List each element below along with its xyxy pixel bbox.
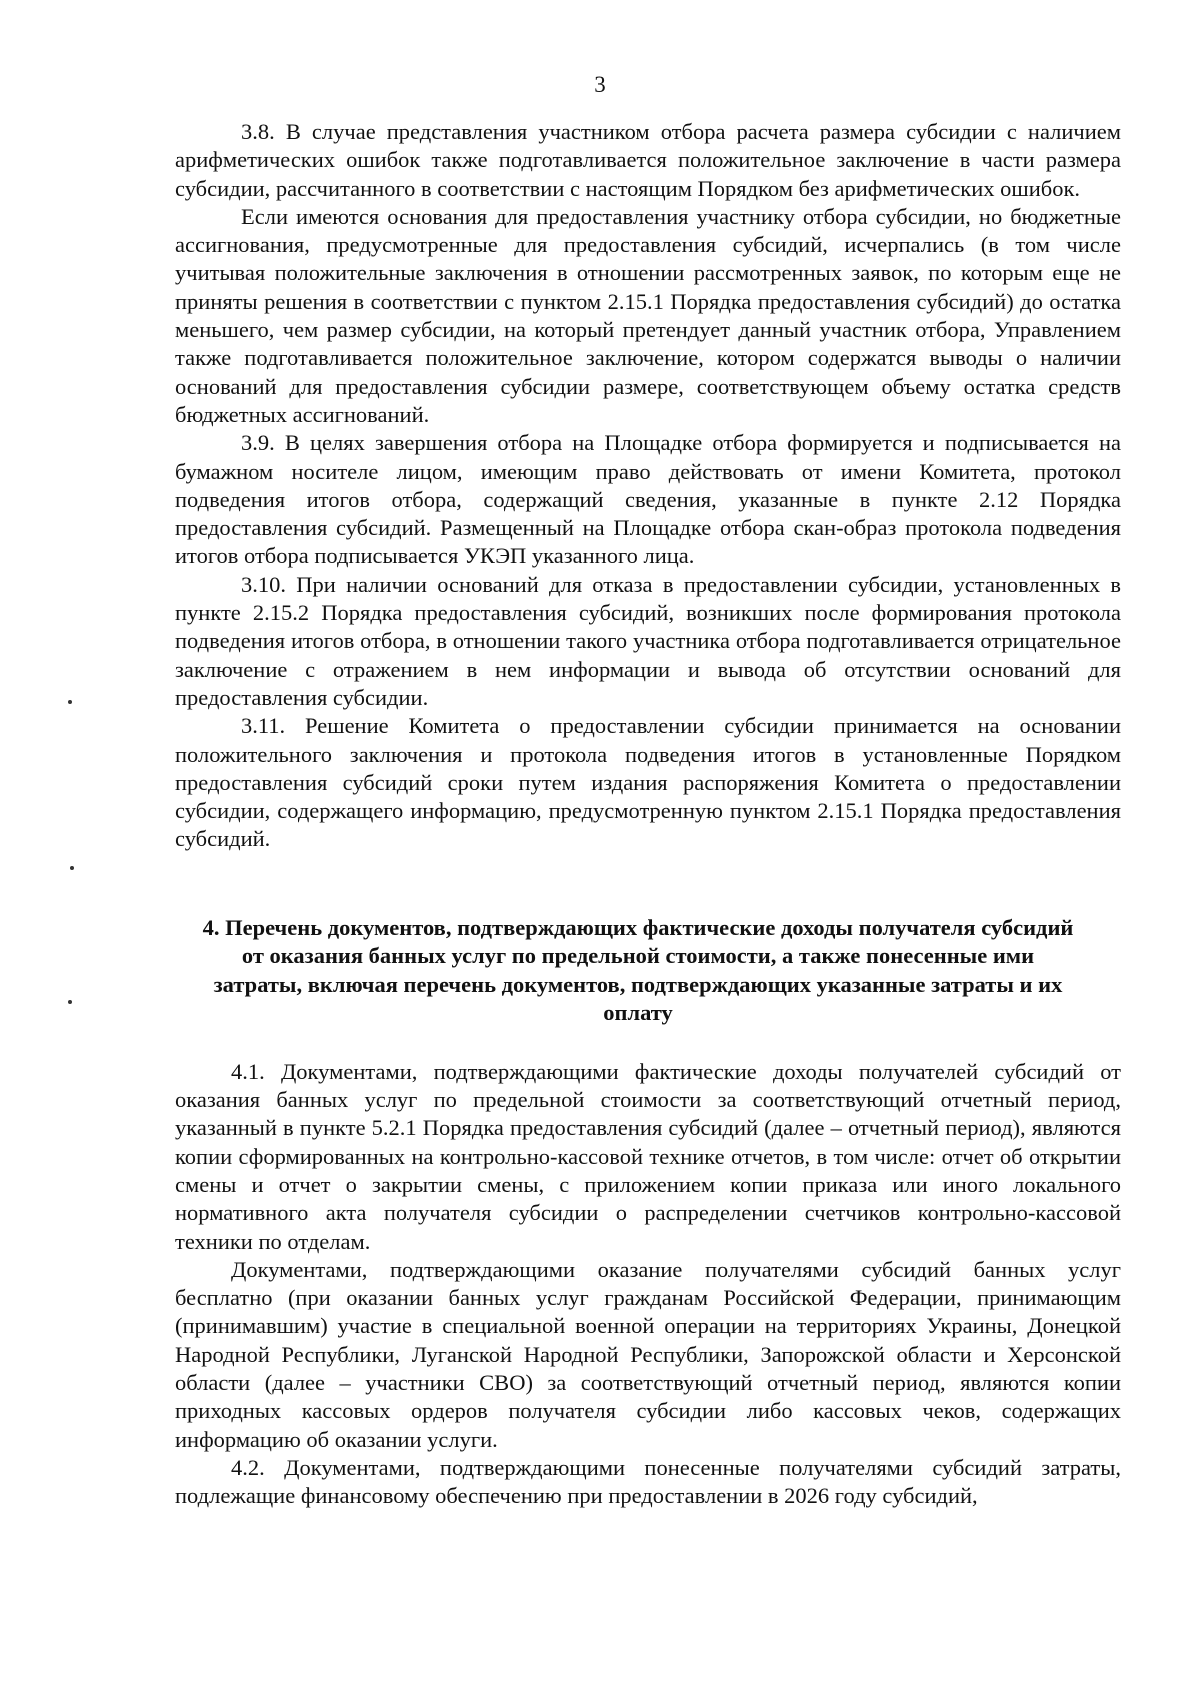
paragraph-4-1-continued: Документами, подтверждающими оказание получателями субсидий банных услуг бесплатно (при оказании банных услуг гражданам Российской Федерации, принимающим (принимавшим) участие в специальной военной операции на территориях Украины, Донецкой Народной Республики, Луганской Народной Республики, Запорожской области и Херсонской области (далее – участники СВО) за соответствующий отчетный период, являются копии приходных кассовых ордеров получателя субсидии либо кассовых чеков, содержащих информацию об оказании услуги.: [175, 1256, 1121, 1452]
scan-speck: [68, 700, 72, 704]
scan-speck: [70, 866, 74, 870]
paragraph-3-8-continued: Если имеются основания для предоставления участнику отбора субсидии, но бюджетные ассигнования, предусмотренные для предоставления субсидий, исчерпались (в том числе учитывая положительные заключения в отношении рассмотренных заявок, по которым еще не приняты решения в соответствии с пунктом 2.15.1 Порядка предоставления субсидий) до остатка меньшего, чем размер субсидии, на который претендует данный участник отбора, Управлением также подготавливается положительное заключение, котором содержатся выводы о наличии оснований для предоставления субсидии размере, соответствующем объему остатка средств бюджетных ассигнований.: [175, 203, 1121, 427]
document-body: [175, 118, 1121, 1510]
paragraph-3-8: 3.8. В случае представления участником отбора расчета размера субсидии с наличием арифметических ошибок также подготавливается положительное заключение в части размера субсидии, рассчитанного в соответствии с настоящим Порядком без арифметических ошибок.: [175, 119, 1121, 201]
paragraph-3-10: 3.10. При наличии оснований для отказа в предоставлении субсидии, установленных в пункте 2.15.2 Порядка предоставления субсидий, возникших после формирования протокола подведения итогов отбора, в отношении такого участника отбора подготавливается отрицательное заключение с отражением в нем информации и вывода об отсутствии оснований для предоставления субсидии.: [175, 571, 1121, 710]
paragraph-4-2: 4.2. Документами, подтверждающими понесенные получателями субсидий затраты, подлежащие финансовому обеспечению при предоставлении в 2026 году субсидий,: [175, 1454, 1121, 1509]
paragraph-3-11: 3.11. Решение Комитета о предоставлении субсидии принимается на основании положительного заключения и протокола подведения итогов в установленные Порядком предоставления субсидий сроки путем издания распоряжения Комитета о предоставлении субсидии, содержащего информацию, предусмотренную пунктом 2.15.1 Порядка предоставления субсидий.: [175, 713, 1121, 852]
paragraph-3-9: 3.9. В целях завершения отбора на Площадке отбора формируется и подписывается на бумажном носителе лицом, имеющим право действовать от имени Комитета, протокол подведения итогов отбора, содержащий сведения, указанные в пункте 2.12 Порядка предоставления субсидий. Размещенный на Площадке отбора скан-образ протокола подведения итогов отбора подписывается УКЭП указанного лица.: [175, 430, 1121, 569]
paragraph-4-1: 4.1. Документами, подтверждающими фактические доходы получателей субсидий от оказания банных услуг по предельной стоимости за соответствующий отчетный период, указанный в пункте 5.2.1 Порядка предоставления субсидий (далее – отчетный период), являются копии сформированных на контрольно-кассовой технике отчетов, в том числе: отчет об открытии смены и отчет о закрытии смены, с приложением копии приказа или иного локального нормативного акта получателя субсидии о распределении счетчиков контрольно-кассовой техники по отделам.: [175, 1058, 1121, 1254]
scan-speck: [68, 1000, 72, 1004]
section-4-heading: 4. Перечень документов, подтверждающих фактические доходы получателя субсидий от оказания банных услуг по предельной стоимости, а также понесенные ими затраты, включая перечень документов, подтверждающих указанные затраты и их оплату: [202, 914, 1074, 1026]
page-number: 3: [594, 72, 606, 97]
